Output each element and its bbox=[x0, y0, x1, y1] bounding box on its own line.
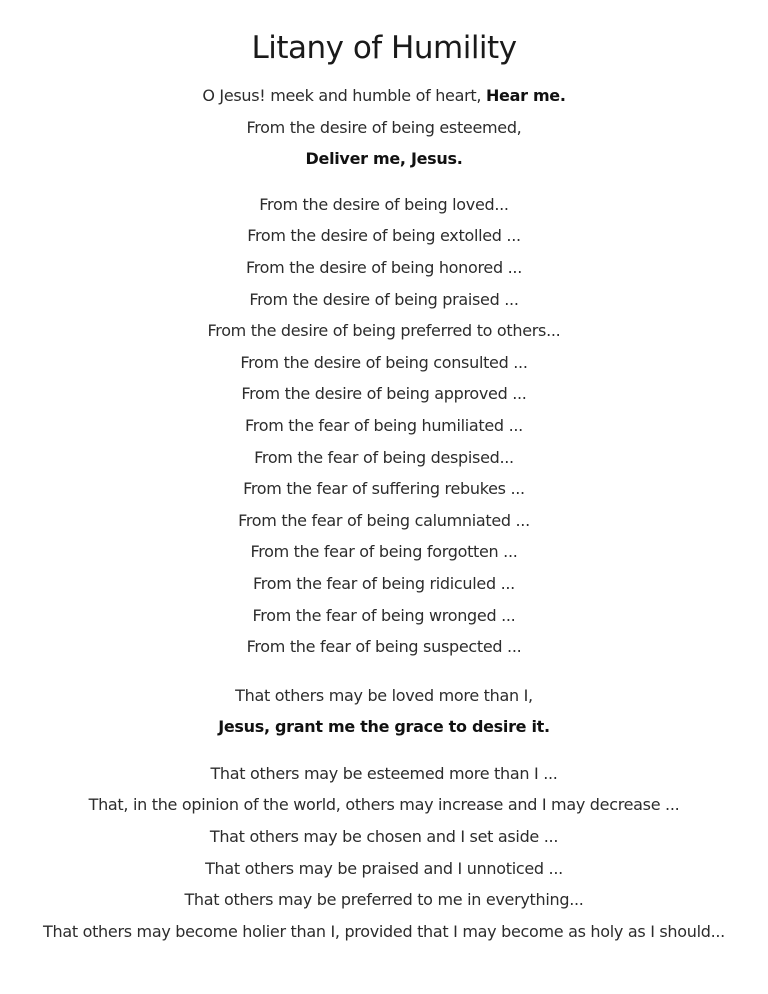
list-item: From the fear of being despised... bbox=[254, 447, 514, 467]
list-item: From the desire of being consulted ... bbox=[240, 352, 528, 372]
list-item: That others may be preferred to me in everything... bbox=[184, 890, 584, 910]
others-list bbox=[0, 758, 768, 948]
intro-line-esteemed: From the desire of being esteemed, bbox=[246, 117, 522, 137]
grace-line: That others may be loved more than I, bbox=[235, 685, 533, 705]
list-item: That others may be praised and I unnoticed ... bbox=[205, 858, 563, 878]
list-item: From the fear of being calumniated ... bbox=[238, 510, 530, 530]
deliver-response: Deliver me, Jesus. bbox=[305, 149, 463, 169]
stanza-gap bbox=[0, 175, 768, 189]
list-item: From the desire of being praised ... bbox=[249, 289, 519, 309]
list-item: From the fear of being forgotten ... bbox=[250, 542, 518, 562]
intro-line-text: O Jesus! meek and humble of heart, bbox=[202, 86, 486, 105]
list-item: From the fear of suffering rebukes ... bbox=[243, 479, 525, 499]
grace-response: Jesus, grant me the grace to desire it. bbox=[218, 717, 550, 737]
desires-list bbox=[0, 189, 768, 663]
list-item: That, in the opinion of the world, others may increase and I may decrease ... bbox=[88, 795, 680, 815]
list-item: From the fear of being humiliated ... bbox=[245, 415, 523, 435]
list-item: That others may become holier than I, provided that I may become as holy as I should... bbox=[43, 921, 725, 941]
list-item: From the desire of being approved ... bbox=[241, 384, 527, 404]
intro-line-hear-me bbox=[0, 80, 768, 112]
stanza-gap bbox=[0, 743, 768, 758]
list-item: From the fear of being ridiculed ... bbox=[253, 573, 515, 593]
intro-line-response: Hear me. bbox=[485, 86, 566, 105]
list-item: That others may be esteemed more than I ... bbox=[210, 763, 558, 783]
list-item: From the desire of being honored ... bbox=[246, 257, 522, 277]
list-item: From the desire of being preferred to others... bbox=[207, 321, 561, 341]
list-item: That others may be chosen and I set aside ... bbox=[209, 827, 559, 847]
page-title: Litany of Humility bbox=[251, 30, 517, 66]
list-item: From the fear of being wronged ... bbox=[252, 605, 516, 625]
list-item: From the fear of being suspected ... bbox=[246, 637, 522, 657]
stanza-gap bbox=[0, 663, 768, 680]
list-item: From the desire of being extolled ... bbox=[247, 226, 521, 246]
list-item: From the desire of being loved... bbox=[259, 194, 509, 214]
